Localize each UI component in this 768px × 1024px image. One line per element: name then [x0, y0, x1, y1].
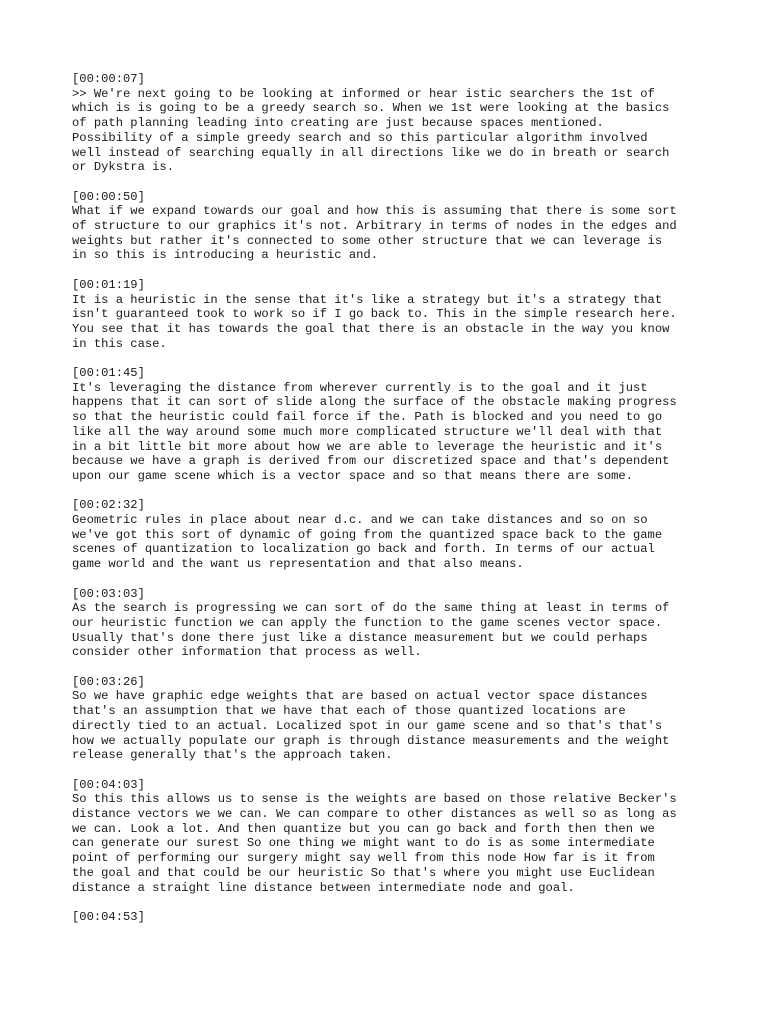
transcript-segment: [72, 366, 702, 484]
segment-timestamp: [00:04:53]: [72, 909, 145, 924]
segment-text-line: we've got this sort of dynamic of going from the quantized space back to the game: [72, 527, 663, 542]
segment-text-line: isn't guaranteed took to work so if I go back to. This in the simple research here.: [72, 307, 677, 322]
segment-text-line: of structure to our graphics it's not. Arbitrary in terms of nodes in the edges and: [72, 219, 677, 234]
transcript-segment: [72, 498, 702, 572]
segment-text-line: we can. Look a lot. And then quantize but you can go back and forth then then we: [72, 821, 655, 836]
segment-text-line: like all the way around some much more complicated structure we'll deal with that: [72, 424, 663, 439]
segment-timestamp: [00:04:03]: [72, 777, 145, 792]
segment-text-line: Usually that's done there just like a distance measurement but we could perhaps: [72, 630, 648, 645]
segment-text-line: It's leveraging the distance from wherever currently is to the goal and it just: [72, 380, 648, 395]
segment-text-line: can generate our surest So one thing we might want to do is as some intermediate: [72, 836, 655, 851]
segment-text-line: distance vectors we we can. We can compare to other distances as well so as long as: [72, 807, 677, 822]
segment-timestamp: [00:01:19]: [72, 277, 145, 292]
segment-timestamp: [00:00:07]: [72, 72, 145, 86]
segment-text-line: how we actually populate our graph is through distance measurements and the weight: [72, 733, 670, 748]
segment-text-line: upon our game scene which is a vector space and so that means there are some.: [72, 468, 633, 483]
segment-timestamp: [00:00:50]: [72, 189, 145, 204]
segment-text-line: because we have a graph is derived from our discretized space and that's dependent: [72, 454, 670, 469]
segment-text-line: As the search is progressing we can sort of do the same thing at least in terms of: [72, 601, 670, 616]
segment-text-line: distance a straight line distance between intermediate node and goal.: [72, 880, 575, 895]
segment-text-line: the goal and that could be our heuristic So that's where you might use Euclidean: [72, 865, 655, 880]
segment-text-line: scenes of quantization to localization go back and forth. In terms of our actual: [72, 542, 655, 557]
transcript-page: [72, 72, 702, 939]
segment-text-line: You see that it has towards the goal that there is an obstacle in the way you know: [72, 321, 670, 336]
transcript-segment: [72, 72, 702, 175]
segment-text-line: in this case.: [72, 336, 167, 351]
transcript-segment: [72, 587, 702, 661]
transcript-segment: [72, 190, 702, 264]
segment-timestamp: [00:02:32]: [72, 498, 145, 513]
segment-timestamp: [00:03:26]: [72, 674, 145, 689]
segment-text-line: in so this is introducing a heuristic and.: [72, 248, 378, 263]
segment-timestamp: [00:03:03]: [72, 586, 145, 601]
segment-text-line: or Dykstra is.: [72, 160, 174, 175]
segment-text-line: directly tied to an actual. Localized spot in our game scene and so that's that's: [72, 718, 663, 733]
segment-text-line: consider other information that process as well.: [72, 645, 422, 660]
segment-text-line: It is a heuristic in the sense that it's like a strategy but it's a strategy that: [72, 292, 663, 307]
segment-text-line: our heuristic function we can apply the function to the game scenes vector space.: [72, 615, 663, 630]
segment-text-line: What if we expand towards our goal and how this is assuming that there is some sort: [72, 204, 677, 219]
segment-text-line: happens that it can sort of slide along the surface of the obstacle making progress: [72, 395, 677, 410]
segment-timestamp: [00:01:45]: [72, 366, 145, 381]
segment-text-line: which is is going to be a greedy search so. When we 1st were looking at the basics: [72, 101, 670, 116]
segment-text-line: release generally that's the approach taken.: [72, 748, 393, 763]
segment-text-line: So this this allows us to sense is the weights are based on those relative Becker's: [72, 792, 677, 807]
segment-text-line: so that the heuristic could fail force if the. Path is blocked and you need to go: [72, 410, 663, 425]
segment-text-line: point of performing our surgery might say well from this node How far is it from: [72, 851, 655, 866]
segment-text-line: >> We're next going to be looking at informed or hear istic searchers the 1st of: [72, 86, 655, 101]
segment-text-line: well instead of searching equally in all directions like we do in breath or search: [72, 145, 670, 160]
transcript-segment: [72, 910, 702, 925]
segment-text-line: weights but rather it's connected to some other structure that we can leverage is: [72, 233, 663, 248]
transcript-segment: [72, 675, 702, 763]
transcript-segment: [72, 778, 702, 896]
segment-text-line: So we have graphic edge weights that are based on actual vector space distances: [72, 689, 648, 704]
segment-text-line: of path planning leading into creating are just because spaces mentioned.: [72, 116, 604, 131]
segment-text-line: in a bit little bit more about how we are able to leverage the heuristic and it's: [72, 439, 663, 454]
segment-text-line: Geometric rules in place about near d.c. and we can take distances and so on so: [72, 513, 648, 528]
transcript-segment: [72, 278, 702, 352]
segment-text-line: Possibility of a simple greedy search and so this particular algorithm involved: [72, 130, 648, 145]
segment-text-line: game world and the want us representation and that also means.: [72, 557, 524, 572]
segment-text-line: that's an assumption that we have that each of those quantized locations are: [72, 704, 626, 719]
